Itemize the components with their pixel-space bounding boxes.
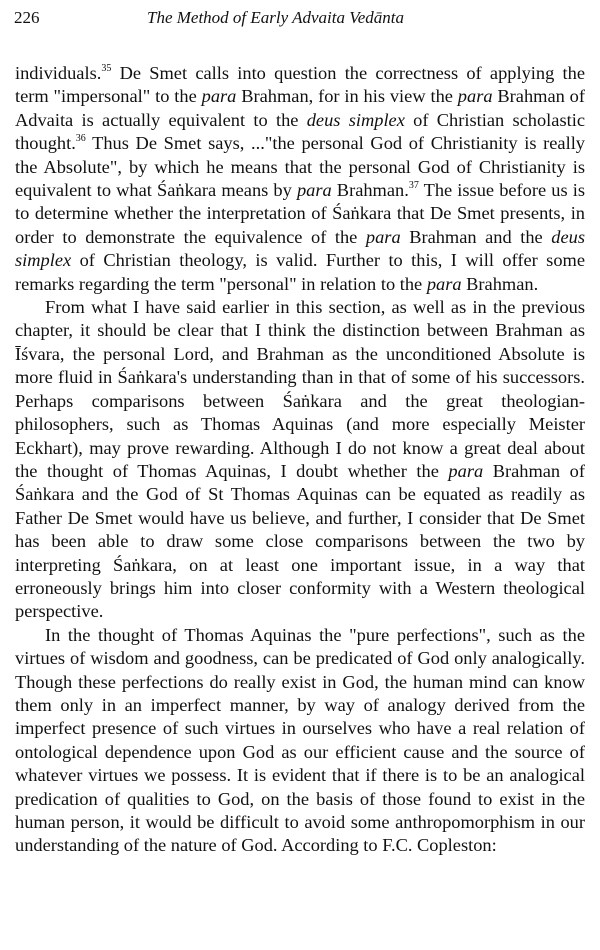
text-span: Brahman of Advaita is actually equivalent to the bbox=[15, 86, 585, 130]
footnote-ref-37: 37 bbox=[408, 180, 419, 192]
page-number: 226 bbox=[14, 8, 40, 27]
italic-term-para: para bbox=[448, 460, 484, 481]
text-span: From what I have said earlier in this section, as well as in the previous chapter, it should be clear that I think the distinction between Brahman as Īśvara, the personal Lord, and Brahman as the unconditioned Absolute is more fluid in Śaṅkara's understanding than in that of some of his successors. Perhaps comparisons between Śaṅkara and the great theologian-philosophers, such as Thomas Aquinas (and more especially Meister Eckhart), may prove rewarding. Although I do not know a great deal about the thought of Thomas Aquinas, I doubt whether the bbox=[15, 297, 585, 481]
italic-term-deus-simplex: deus simplex bbox=[15, 226, 585, 271]
italic-term-para: para bbox=[365, 226, 401, 247]
text-span: De Smet calls into question the correctness of applying the term "impersonal" to the bbox=[15, 63, 585, 107]
paragraph-1 bbox=[15, 62, 585, 296]
text-span: In the thought of Thomas Aquinas the "pure perfections", such as the virtues of wisdom and goodness, can be predicated of God only analogically. Though these perfections do really exist in God, the human mind can know them only in an imperfect manner, by way of analogy derived from the imperfect presence of such virtues in ourselves who have a real relation of ontological dependence upon God as our efficient cause and the source of whatever virtues we possess. It is evident that if there is to be an analogical predication of qualities to God, on the basis of those found to exist in the human person, it would be difficult to avoid some anthropomorphism in our understanding of the nature of God. According to F.C. Copleston: bbox=[15, 624, 585, 856]
text-span: Brahman of Śaṅkara and the God of St Thomas Aquinas can be equated as readily as Father De Smet would have us believe, and further, I consider that De Smet has been able to draw some close comparisons between the two by interpreting Śaṅkara, on at least one important issue, in a way that erroneously brings him into closer conformity with a Western theological perspective. bbox=[15, 460, 585, 622]
italic-term-para: para bbox=[457, 86, 493, 107]
text-span: Brahman and the bbox=[400, 226, 552, 247]
text-span: Brahman. bbox=[331, 180, 409, 201]
text-span: Thus De Smet says, ..."the personal God of Christianity is really the Absolute", by which he means that the personal God of Christianity is equivalent to what Śaṅkara means by bbox=[15, 133, 585, 201]
footnote-ref-36: 36 bbox=[75, 133, 86, 145]
text-span: of Christian theology, is valid. Further to this, I will offer some remarks regarding the term "personal" in relation to the bbox=[15, 250, 585, 294]
text-span: individuals. bbox=[15, 63, 102, 83]
running-title: The Method of Early Advaita Vedānta bbox=[147, 8, 405, 27]
text-span: of Christian scholastic thought. bbox=[15, 109, 585, 154]
page-header bbox=[14, 8, 586, 32]
text-span: Brahman, for in his view the bbox=[236, 86, 458, 107]
paragraph-3 bbox=[15, 624, 585, 858]
body-text bbox=[15, 62, 585, 858]
italic-term-para: para bbox=[201, 86, 237, 107]
paragraph-2 bbox=[15, 296, 585, 624]
text-span: Brahman. bbox=[461, 273, 539, 294]
italic-term-deus-simplex: deus simplex bbox=[306, 109, 405, 130]
italic-term-para: para bbox=[296, 180, 332, 201]
italic-term-para: para bbox=[426, 273, 462, 294]
text-span: The issue before us is to determine whether the interpretation of Śaṅkara that De Smet presents, in order to demonstrate the equivalence of the bbox=[15, 180, 585, 247]
footnote-ref-35: 35 bbox=[101, 63, 112, 74]
